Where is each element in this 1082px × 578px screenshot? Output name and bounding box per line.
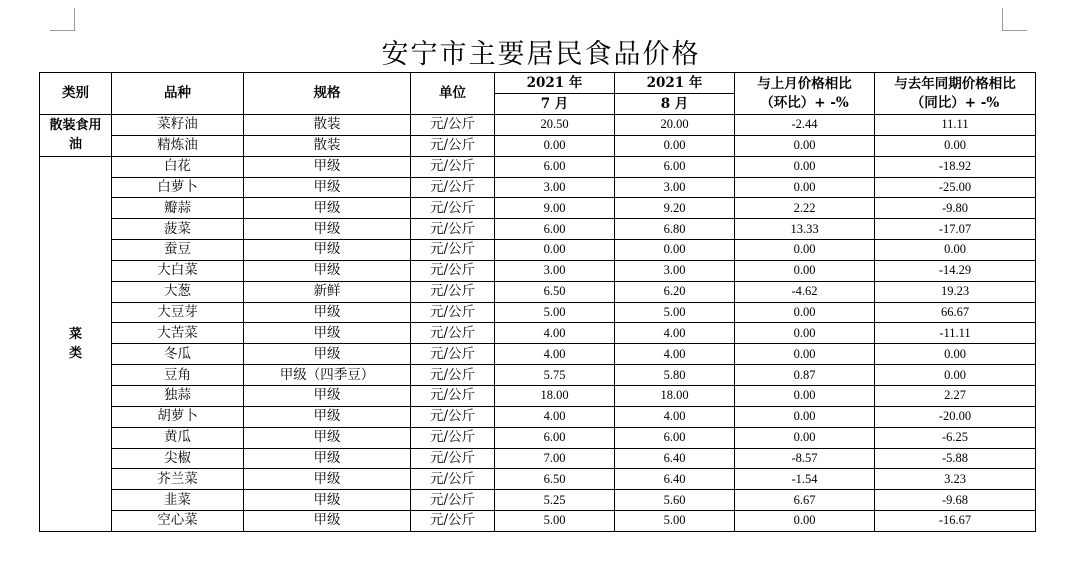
category-line2: 类 xyxy=(68,345,82,361)
spec-cell: 甲级 xyxy=(244,240,411,261)
yoy-cell: 11.11 xyxy=(875,115,1036,136)
category-line1: 菜 xyxy=(68,326,82,342)
price-jul-cell: 5.00 xyxy=(495,511,615,532)
unit-cell: 元/公斤 xyxy=(411,115,495,136)
spec-cell: 甲级（四季豆） xyxy=(244,365,411,386)
variety-cell: 冬瓜 xyxy=(112,344,244,365)
header-yoy-line1: 与去年同期价格相比 xyxy=(894,75,1016,92)
price-jul-cell: 3.00 xyxy=(495,177,615,198)
spec-cell: 散装 xyxy=(244,115,411,136)
variety-cell: 韭菜 xyxy=(112,490,244,511)
yoy-cell: 0.00 xyxy=(875,135,1036,156)
price-jul-cell: 3.00 xyxy=(495,260,615,281)
price-aug-cell: 5.60 xyxy=(615,490,735,511)
mom-cell: 0.00 xyxy=(735,302,875,323)
table-row xyxy=(40,511,1036,532)
spec-cell: 甲级 xyxy=(244,198,411,219)
price-jul-cell: 18.00 xyxy=(495,385,615,406)
spec-cell: 甲级 xyxy=(244,406,411,427)
variety-cell: 豆角 xyxy=(112,365,244,386)
price-aug-cell: 4.00 xyxy=(615,344,735,365)
yoy-cell: 3.23 xyxy=(875,469,1036,490)
price-aug-cell: 6.40 xyxy=(615,448,735,469)
variety-cell: 菜籽油 xyxy=(112,115,244,136)
price-jul-cell: 5.75 xyxy=(495,365,615,386)
header-mom-line1: 与上月价格相比 xyxy=(757,75,852,92)
mom-cell: 0.00 xyxy=(735,385,875,406)
unit-cell: 元/公斤 xyxy=(411,406,495,427)
spec-cell: 新鲜 xyxy=(244,281,411,302)
spec-cell: 甲级 xyxy=(244,219,411,240)
spec-cell: 甲级 xyxy=(244,385,411,406)
unit-cell: 元/公斤 xyxy=(411,240,495,261)
unit-cell: 元/公斤 xyxy=(411,198,495,219)
table-row xyxy=(40,427,1036,448)
header-yoy xyxy=(875,73,1036,115)
price-aug-cell: 18.00 xyxy=(615,385,735,406)
unit-cell: 元/公斤 xyxy=(411,385,495,406)
unit-cell: 元/公斤 xyxy=(411,323,495,344)
header-unit: 单位 xyxy=(411,73,495,115)
mom-cell: 0.00 xyxy=(735,177,875,198)
unit-cell: 元/公斤 xyxy=(411,281,495,302)
table-row xyxy=(40,260,1036,281)
unit-cell: 元/公斤 xyxy=(411,260,495,281)
table-row xyxy=(40,219,1036,240)
price-aug-cell: 6.80 xyxy=(615,219,735,240)
yoy-cell: -5.88 xyxy=(875,448,1036,469)
variety-cell: 菠菜 xyxy=(112,219,244,240)
yoy-cell: 19.23 xyxy=(875,281,1036,302)
yoy-cell: 2.27 xyxy=(875,385,1036,406)
mom-cell: 2.22 xyxy=(735,198,875,219)
table-row xyxy=(40,156,1036,177)
price-aug-cell: 5.00 xyxy=(615,302,735,323)
table-row xyxy=(40,406,1036,427)
price-table xyxy=(39,72,1036,532)
category-line2: 油 xyxy=(68,137,82,153)
unit-cell: 元/公斤 xyxy=(411,219,495,240)
table-row xyxy=(40,198,1036,219)
yoy-cell: -14.29 xyxy=(875,260,1036,281)
table-row xyxy=(40,302,1036,323)
yoy-cell: -16.67 xyxy=(875,511,1036,532)
variety-cell: 大苦菜 xyxy=(112,323,244,344)
header-month-a: 7 月 xyxy=(495,94,615,115)
header-year-b: 2021 年 xyxy=(615,73,735,94)
mom-cell: 0.00 xyxy=(735,323,875,344)
spec-cell: 甲级 xyxy=(244,511,411,532)
mom-cell: 0.00 xyxy=(735,260,875,281)
unit-cell: 元/公斤 xyxy=(411,427,495,448)
table-header xyxy=(40,73,1036,115)
variety-cell: 芥兰菜 xyxy=(112,469,244,490)
price-jul-cell: 5.00 xyxy=(495,302,615,323)
variety-cell: 大豆芽 xyxy=(112,302,244,323)
mom-cell: -8.57 xyxy=(735,448,875,469)
unit-cell: 元/公斤 xyxy=(411,302,495,323)
variety-cell: 白萝卜 xyxy=(112,177,244,198)
table-body xyxy=(40,115,1036,532)
unit-cell: 元/公斤 xyxy=(411,135,495,156)
page-corner-mark-right xyxy=(1002,8,1027,31)
header-mom xyxy=(735,73,875,115)
unit-cell: 元/公斤 xyxy=(411,511,495,532)
spec-cell: 甲级 xyxy=(244,469,411,490)
price-jul-cell: 4.00 xyxy=(495,344,615,365)
yoy-cell: 0.00 xyxy=(875,344,1036,365)
header-mom-line2: （环比）+ -% xyxy=(760,94,849,111)
spec-cell: 甲级 xyxy=(244,302,411,323)
price-jul-cell: 6.50 xyxy=(495,469,615,490)
variety-cell: 尖椒 xyxy=(112,448,244,469)
yoy-cell: -17.07 xyxy=(875,219,1036,240)
spec-cell: 甲级 xyxy=(244,323,411,344)
price-jul-cell: 0.00 xyxy=(495,240,615,261)
table-row xyxy=(40,135,1036,156)
yoy-cell: 0.00 xyxy=(875,365,1036,386)
table-row xyxy=(40,490,1036,511)
variety-cell: 大葱 xyxy=(112,281,244,302)
price-aug-cell: 6.00 xyxy=(615,427,735,448)
variety-cell: 空心菜 xyxy=(112,511,244,532)
price-jul-cell: 4.00 xyxy=(495,323,615,344)
unit-cell: 元/公斤 xyxy=(411,469,495,490)
mom-cell: 0.00 xyxy=(735,427,875,448)
table-row xyxy=(40,469,1036,490)
price-jul-cell: 20.50 xyxy=(495,115,615,136)
price-aug-cell: 9.20 xyxy=(615,198,735,219)
variety-cell: 瓣蒜 xyxy=(112,198,244,219)
mom-cell: -1.54 xyxy=(735,469,875,490)
unit-cell: 元/公斤 xyxy=(411,490,495,511)
price-aug-cell: 0.00 xyxy=(615,240,735,261)
price-jul-cell: 6.00 xyxy=(495,427,615,448)
variety-cell: 白花 xyxy=(112,156,244,177)
table-row xyxy=(40,323,1036,344)
variety-cell: 精炼油 xyxy=(112,135,244,156)
mom-cell: 0.00 xyxy=(735,156,875,177)
mom-cell: 0.00 xyxy=(735,511,875,532)
header-category: 类别 xyxy=(40,73,112,115)
mom-cell: 0.87 xyxy=(735,365,875,386)
spec-cell: 甲级 xyxy=(244,156,411,177)
price-aug-cell: 3.00 xyxy=(615,260,735,281)
mom-cell: -2.44 xyxy=(735,115,875,136)
yoy-cell: 0.00 xyxy=(875,240,1036,261)
variety-cell: 胡萝卜 xyxy=(112,406,244,427)
price-jul-cell: 6.00 xyxy=(495,156,615,177)
price-jul-cell: 6.00 xyxy=(495,219,615,240)
mom-cell: 0.00 xyxy=(735,135,875,156)
spec-cell: 甲级 xyxy=(244,448,411,469)
category-line1: 散装食用 xyxy=(49,118,102,134)
table-row xyxy=(40,344,1036,365)
table-row xyxy=(40,448,1036,469)
spec-cell: 甲级 xyxy=(244,177,411,198)
yoy-cell: -18.92 xyxy=(875,156,1036,177)
mom-cell: 0.00 xyxy=(735,240,875,261)
document-title: 安宁市主要居民食品价格 xyxy=(381,39,701,70)
table-row xyxy=(40,115,1036,136)
yoy-cell: -9.68 xyxy=(875,490,1036,511)
price-aug-cell: 3.00 xyxy=(615,177,735,198)
header-spec: 规格 xyxy=(244,73,411,115)
yoy-cell: -20.00 xyxy=(875,406,1036,427)
yoy-cell: -9.80 xyxy=(875,198,1036,219)
mom-cell: 6.67 xyxy=(735,490,875,511)
price-aug-cell: 6.00 xyxy=(615,156,735,177)
price-aug-cell: 4.00 xyxy=(615,323,735,344)
price-aug-cell: 20.00 xyxy=(615,115,735,136)
unit-cell: 元/公斤 xyxy=(411,365,495,386)
header-month-b: 8 月 xyxy=(615,94,735,115)
header-variety: 品种 xyxy=(112,73,244,115)
mom-cell: 0.00 xyxy=(735,344,875,365)
category-cell xyxy=(40,115,112,157)
table-row xyxy=(40,385,1036,406)
unit-cell: 元/公斤 xyxy=(411,177,495,198)
price-jul-cell: 0.00 xyxy=(495,135,615,156)
yoy-cell: -25.00 xyxy=(875,177,1036,198)
variety-cell: 蚕豆 xyxy=(112,240,244,261)
table-row xyxy=(40,240,1036,261)
price-aug-cell: 6.40 xyxy=(615,469,735,490)
mom-cell: 13.33 xyxy=(735,219,875,240)
mom-cell: 0.00 xyxy=(735,406,875,427)
unit-cell: 元/公斤 xyxy=(411,344,495,365)
table-row xyxy=(40,177,1036,198)
table-row xyxy=(40,365,1036,386)
yoy-cell: -11.11 xyxy=(875,323,1036,344)
price-aug-cell: 4.00 xyxy=(615,406,735,427)
spec-cell: 甲级 xyxy=(244,260,411,281)
price-aug-cell: 5.80 xyxy=(615,365,735,386)
price-jul-cell: 5.25 xyxy=(495,490,615,511)
unit-cell: 元/公斤 xyxy=(411,448,495,469)
unit-cell: 元/公斤 xyxy=(411,156,495,177)
page-corner-mark-left xyxy=(50,8,75,31)
price-aug-cell: 6.20 xyxy=(615,281,735,302)
price-jul-cell: 9.00 xyxy=(495,198,615,219)
header-year-a: 2021 年 xyxy=(495,73,615,94)
category-cell xyxy=(40,156,112,531)
price-aug-cell: 5.00 xyxy=(615,511,735,532)
variety-cell: 独蒜 xyxy=(112,385,244,406)
yoy-cell: -6.25 xyxy=(875,427,1036,448)
spec-cell: 甲级 xyxy=(244,427,411,448)
spec-cell: 甲级 xyxy=(244,344,411,365)
mom-cell: -4.62 xyxy=(735,281,875,302)
variety-cell: 黄瓜 xyxy=(112,427,244,448)
price-aug-cell: 0.00 xyxy=(615,135,735,156)
yoy-cell: 66.67 xyxy=(875,302,1036,323)
header-yoy-line2: （同比）+ -% xyxy=(910,94,1000,111)
price-jul-cell: 6.50 xyxy=(495,281,615,302)
spec-cell: 甲级 xyxy=(244,490,411,511)
price-jul-cell: 4.00 xyxy=(495,406,615,427)
price-jul-cell: 7.00 xyxy=(495,448,615,469)
spec-cell: 散装 xyxy=(244,135,411,156)
table-row xyxy=(40,281,1036,302)
variety-cell: 大白菜 xyxy=(112,260,244,281)
